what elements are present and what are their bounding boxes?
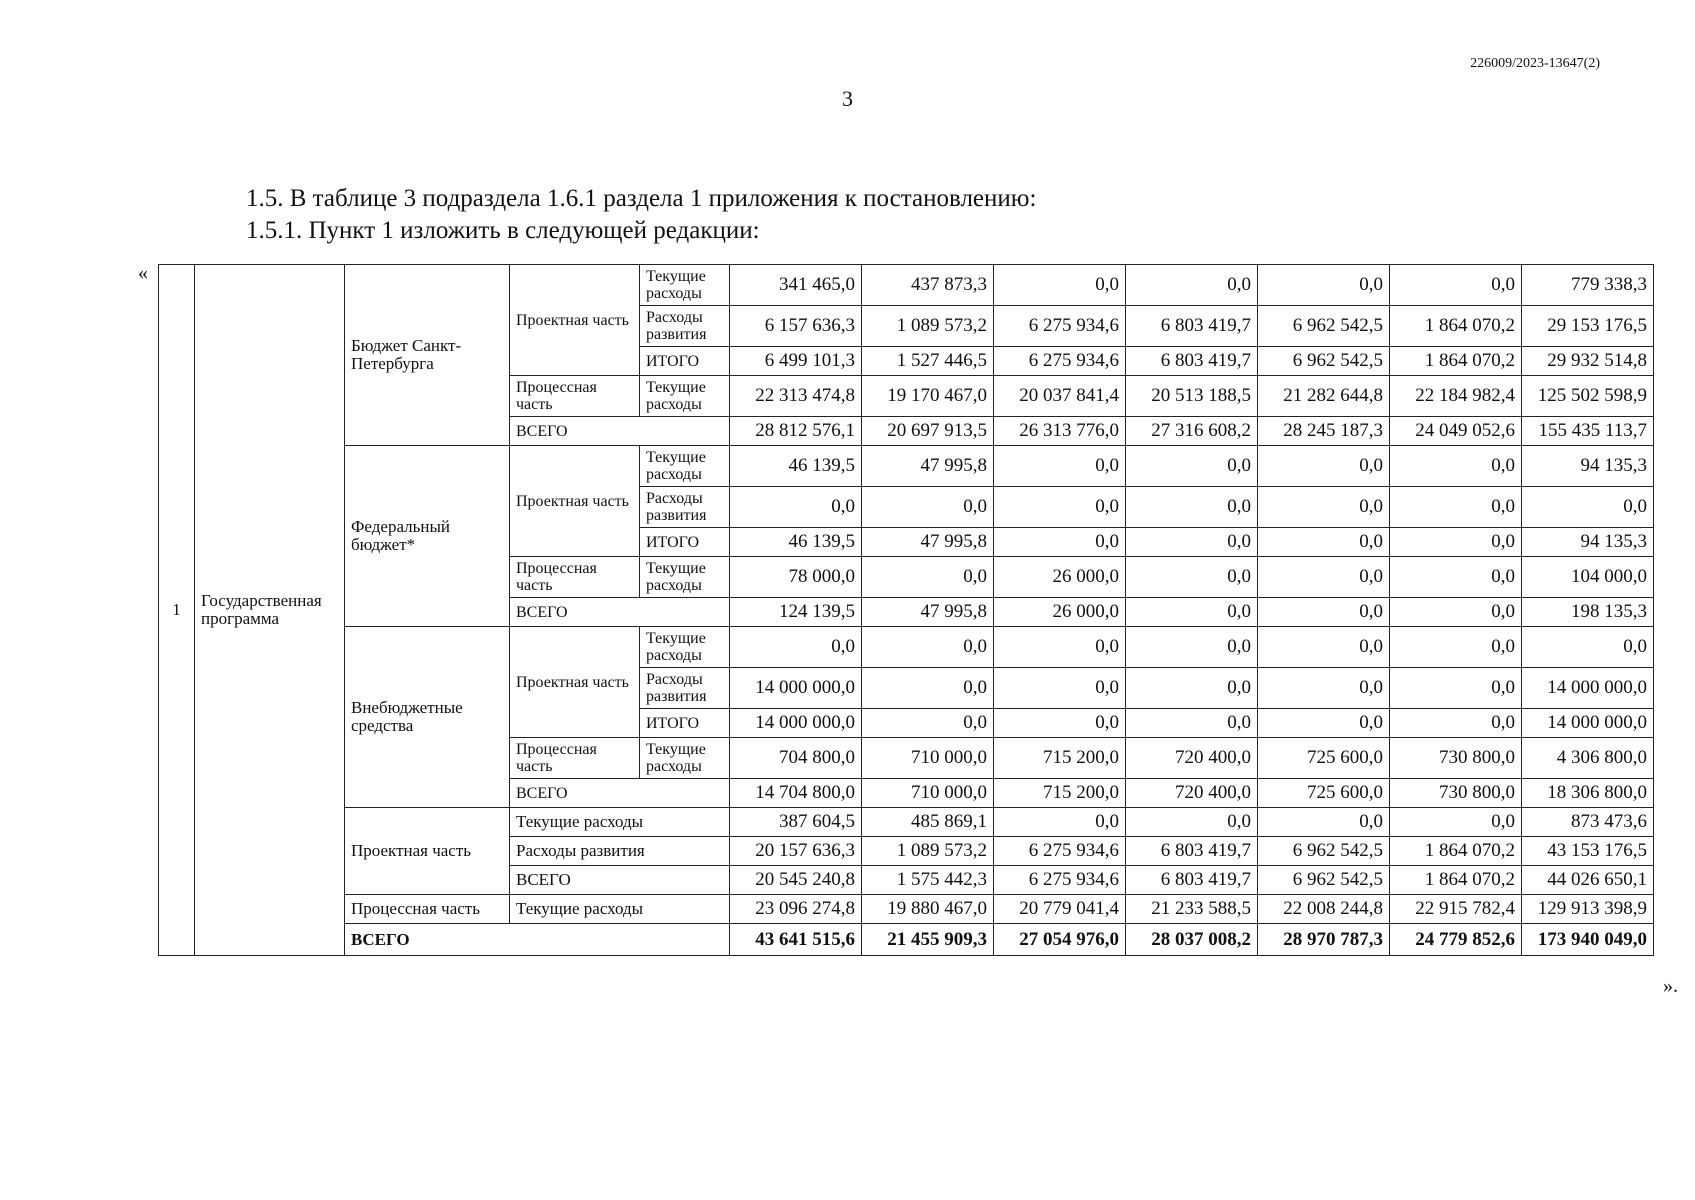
value-cell: 0,0 bbox=[1126, 709, 1258, 738]
value-cell: 0,0 bbox=[1258, 487, 1390, 528]
value-cell: 28 970 787,3 bbox=[1258, 924, 1390, 956]
value-cell: 14 000 000,0 bbox=[1522, 668, 1654, 709]
value-cell: 14 000 000,0 bbox=[1522, 709, 1654, 738]
development-expenses-label: Расходы развития bbox=[640, 487, 730, 528]
value-cell: 124 139,5 bbox=[730, 598, 862, 627]
value-cell: 1 575 442,3 bbox=[862, 866, 994, 895]
value-cell: 6 275 934,6 bbox=[994, 306, 1126, 347]
value-cell: 21 455 909,3 bbox=[862, 924, 994, 956]
process-part-label: Процессная часть bbox=[345, 895, 510, 924]
value-cell: 27 316 608,2 bbox=[1126, 417, 1258, 446]
value-cell: 28 812 576,1 bbox=[730, 417, 862, 446]
value-cell: 0,0 bbox=[1390, 487, 1522, 528]
value-cell: 1 864 070,2 bbox=[1390, 306, 1522, 347]
value-cell: 28 037 008,2 bbox=[1126, 924, 1258, 956]
value-cell: 0,0 bbox=[994, 528, 1126, 557]
value-cell: 0,0 bbox=[1258, 668, 1390, 709]
project-part-label: Проектная часть bbox=[510, 446, 640, 557]
value-cell: 0,0 bbox=[1126, 668, 1258, 709]
closing-quote: ». bbox=[1663, 975, 1678, 997]
value-cell: 0,0 bbox=[730, 627, 862, 668]
value-cell: 0,0 bbox=[1126, 487, 1258, 528]
value-cell: 1 864 070,2 bbox=[1390, 866, 1522, 895]
value-cell: 1 864 070,2 bbox=[1390, 347, 1522, 376]
value-cell: 26 313 776,0 bbox=[994, 417, 1126, 446]
value-cell: 0,0 bbox=[1126, 557, 1258, 598]
current-expenses-label: Текущие расходы bbox=[640, 738, 730, 779]
value-cell: 22 008 244,8 bbox=[1258, 895, 1390, 924]
value-cell: 0,0 bbox=[994, 709, 1126, 738]
project-part-label: Проектная часть bbox=[510, 627, 640, 738]
value-cell: 0,0 bbox=[730, 487, 862, 528]
value-cell: 18 306 800,0 bbox=[1522, 779, 1654, 808]
development-expenses-label: Расходы развития bbox=[510, 837, 730, 866]
value-cell: 6 803 419,7 bbox=[1126, 866, 1258, 895]
value-cell: 27 054 976,0 bbox=[994, 924, 1126, 956]
current-expenses-label: Текущие расходы bbox=[640, 446, 730, 487]
value-cell: 710 000,0 bbox=[862, 779, 994, 808]
vsego-label: ВСЕГО bbox=[510, 417, 730, 446]
source-name: Федеральный бюджет* bbox=[345, 446, 510, 627]
value-cell: 94 135,3 bbox=[1522, 528, 1654, 557]
value-cell: 173 940 049,0 bbox=[1522, 924, 1654, 956]
value-cell: 0,0 bbox=[1126, 265, 1258, 306]
value-cell: 19 880 467,0 bbox=[862, 895, 994, 924]
value-cell: 0,0 bbox=[862, 487, 994, 528]
value-cell: 4 306 800,0 bbox=[1522, 738, 1654, 779]
value-cell: 485 869,1 bbox=[862, 808, 994, 837]
value-cell: 0,0 bbox=[1390, 598, 1522, 627]
value-cell: 20 545 240,8 bbox=[730, 866, 862, 895]
value-cell: 6 157 636,3 bbox=[730, 306, 862, 347]
value-cell: 26 000,0 bbox=[994, 557, 1126, 598]
value-cell: 0,0 bbox=[994, 265, 1126, 306]
vsego-label: ВСЕГО bbox=[510, 866, 730, 895]
value-cell: 19 170 467,0 bbox=[862, 376, 994, 417]
value-cell: 715 200,0 bbox=[994, 779, 1126, 808]
value-cell: 6 275 934,6 bbox=[994, 866, 1126, 895]
itogo-label: ИТОГО bbox=[640, 347, 730, 376]
value-cell: 14 000 000,0 bbox=[730, 668, 862, 709]
value-cell: 46 139,5 bbox=[730, 528, 862, 557]
value-cell: 341 465,0 bbox=[730, 265, 862, 306]
value-cell: 47 995,8 bbox=[862, 446, 994, 487]
value-cell: 43 153 176,5 bbox=[1522, 837, 1654, 866]
row-number: 1 bbox=[159, 265, 195, 956]
value-cell: 46 139,5 bbox=[730, 446, 862, 487]
itogo-label: ИТОГО bbox=[640, 709, 730, 738]
value-cell: 24 779 852,6 bbox=[1390, 924, 1522, 956]
value-cell: 1 527 446,5 bbox=[862, 347, 994, 376]
source-name: Внебюджетные средства bbox=[345, 627, 510, 808]
value-cell: 0,0 bbox=[994, 668, 1126, 709]
value-cell: 0,0 bbox=[1126, 598, 1258, 627]
value-cell: 0,0 bbox=[1522, 487, 1654, 528]
table-row bbox=[159, 627, 1654, 668]
value-cell: 47 995,8 bbox=[862, 598, 994, 627]
value-cell: 6 962 542,5 bbox=[1258, 306, 1390, 347]
value-cell: 14 704 800,0 bbox=[730, 779, 862, 808]
value-cell: 710 000,0 bbox=[862, 738, 994, 779]
value-cell: 0,0 bbox=[1390, 709, 1522, 738]
value-cell: 0,0 bbox=[1126, 808, 1258, 837]
value-cell: 29 932 514,8 bbox=[1522, 347, 1654, 376]
value-cell: 23 096 274,8 bbox=[730, 895, 862, 924]
value-cell: 22 313 474,8 bbox=[730, 376, 862, 417]
vsego-label: ВСЕГО bbox=[510, 598, 730, 627]
value-cell: 0,0 bbox=[1126, 528, 1258, 557]
value-cell: 1 864 070,2 bbox=[1390, 837, 1522, 866]
value-cell: 704 800,0 bbox=[730, 738, 862, 779]
value-cell: 6 962 542,5 bbox=[1258, 347, 1390, 376]
value-cell: 0,0 bbox=[1258, 528, 1390, 557]
intro-line-1: 1.5. В таблице 3 подраздела 1.6.1 раздела 1 приложения к постановлению: bbox=[246, 185, 1037, 212]
current-expenses-label: Текущие расходы bbox=[510, 895, 730, 924]
value-cell: 44 026 650,1 bbox=[1522, 866, 1654, 895]
value-cell: 873 473,6 bbox=[1522, 808, 1654, 837]
value-cell: 0,0 bbox=[994, 627, 1126, 668]
value-cell: 155 435 113,7 bbox=[1522, 417, 1654, 446]
value-cell: 6 499 101,3 bbox=[730, 347, 862, 376]
value-cell: 0,0 bbox=[1258, 265, 1390, 306]
program-name: Государственная программа bbox=[195, 265, 345, 956]
value-cell: 198 135,3 bbox=[1522, 598, 1654, 627]
page-number: 3 bbox=[842, 86, 853, 111]
value-cell: 20 157 636,3 bbox=[730, 837, 862, 866]
value-cell: 0,0 bbox=[1258, 808, 1390, 837]
value-cell: 0,0 bbox=[1390, 557, 1522, 598]
value-cell: 0,0 bbox=[1390, 265, 1522, 306]
table-row bbox=[159, 808, 1654, 837]
value-cell: 0,0 bbox=[1390, 808, 1522, 837]
value-cell: 47 995,8 bbox=[862, 528, 994, 557]
value-cell: 78 000,0 bbox=[730, 557, 862, 598]
value-cell: 29 153 176,5 bbox=[1522, 306, 1654, 347]
value-cell: 14 000 000,0 bbox=[730, 709, 862, 738]
value-cell: 94 135,3 bbox=[1522, 446, 1654, 487]
value-cell: 20 513 188,5 bbox=[1126, 376, 1258, 417]
value-cell: 6 962 542,5 bbox=[1258, 837, 1390, 866]
intro-text bbox=[246, 183, 1036, 247]
value-cell: 28 245 187,3 bbox=[1258, 417, 1390, 446]
value-cell: 1 089 573,2 bbox=[862, 837, 994, 866]
vsego-label: ВСЕГО bbox=[510, 779, 730, 808]
value-cell: 43 641 515,6 bbox=[730, 924, 862, 956]
intro-line-2: 1.5.1. Пункт 1 изложить в следующей редакции: bbox=[246, 217, 760, 244]
opening-quote: « bbox=[138, 262, 148, 284]
value-cell: 21 282 644,8 bbox=[1258, 376, 1390, 417]
value-cell: 6 962 542,5 bbox=[1258, 866, 1390, 895]
value-cell: 129 913 398,9 bbox=[1522, 895, 1654, 924]
value-cell: 6 803 419,7 bbox=[1126, 837, 1258, 866]
value-cell: 0,0 bbox=[1258, 709, 1390, 738]
value-cell: 21 233 588,5 bbox=[1126, 895, 1258, 924]
development-expenses-label: Расходы развития bbox=[640, 306, 730, 347]
value-cell: 779 338,3 bbox=[1522, 265, 1654, 306]
value-cell: 26 000,0 bbox=[994, 598, 1126, 627]
current-expenses-label: Текущие расходы bbox=[640, 627, 730, 668]
table-row bbox=[159, 924, 1654, 956]
value-cell: 0,0 bbox=[994, 487, 1126, 528]
value-cell: 0,0 bbox=[1390, 528, 1522, 557]
value-cell: 0,0 bbox=[1258, 627, 1390, 668]
value-cell: 0,0 bbox=[862, 709, 994, 738]
value-cell: 20 037 841,4 bbox=[994, 376, 1126, 417]
current-expenses-label: Текущие расходы bbox=[640, 376, 730, 417]
value-cell: 0,0 bbox=[1522, 627, 1654, 668]
value-cell: 6 275 934,6 bbox=[994, 837, 1126, 866]
value-cell: 730 800,0 bbox=[1390, 779, 1522, 808]
value-cell: 0,0 bbox=[862, 627, 994, 668]
value-cell: 0,0 bbox=[1126, 627, 1258, 668]
current-expenses-label: Текущие расходы bbox=[640, 265, 730, 306]
value-cell: 0,0 bbox=[994, 446, 1126, 487]
table-row bbox=[159, 446, 1654, 487]
project-part-label: Проектная часть bbox=[510, 265, 640, 376]
process-part-label: Процессная часть bbox=[510, 557, 640, 598]
value-cell: 437 873,3 bbox=[862, 265, 994, 306]
development-expenses-label: Расходы развития bbox=[640, 668, 730, 709]
value-cell: 720 400,0 bbox=[1126, 738, 1258, 779]
current-expenses-label: Текущие расходы bbox=[640, 557, 730, 598]
value-cell: 725 600,0 bbox=[1258, 779, 1390, 808]
value-cell: 1 089 573,2 bbox=[862, 306, 994, 347]
value-cell: 22 915 782,4 bbox=[1390, 895, 1522, 924]
budget-table bbox=[158, 264, 1654, 956]
doc-number: 226009/2023-13647(2) bbox=[1470, 56, 1600, 71]
value-cell: 720 400,0 bbox=[1126, 779, 1258, 808]
value-cell: 6 803 419,7 bbox=[1126, 347, 1258, 376]
value-cell: 725 600,0 bbox=[1258, 738, 1390, 779]
value-cell: 6 275 934,6 bbox=[994, 347, 1126, 376]
value-cell: 0,0 bbox=[862, 557, 994, 598]
value-cell: 0,0 bbox=[1258, 557, 1390, 598]
table-row bbox=[159, 265, 1654, 306]
value-cell: 104 000,0 bbox=[1522, 557, 1654, 598]
value-cell: 20 779 041,4 bbox=[994, 895, 1126, 924]
value-cell: 6 803 419,7 bbox=[1126, 306, 1258, 347]
value-cell: 24 049 052,6 bbox=[1390, 417, 1522, 446]
process-part-label: Процессная часть bbox=[510, 738, 640, 779]
value-cell: 730 800,0 bbox=[1390, 738, 1522, 779]
value-cell: 0,0 bbox=[1390, 668, 1522, 709]
process-part-label: Процессная часть bbox=[510, 376, 640, 417]
value-cell: 20 697 913,5 bbox=[862, 417, 994, 446]
value-cell: 0,0 bbox=[1390, 627, 1522, 668]
project-part-label: Проектная часть bbox=[345, 808, 510, 895]
value-cell: 0,0 bbox=[1390, 446, 1522, 487]
value-cell: 715 200,0 bbox=[994, 738, 1126, 779]
value-cell: 0,0 bbox=[1258, 598, 1390, 627]
current-expenses-label: Текущие расходы bbox=[510, 808, 730, 837]
itogo-label: ИТОГО bbox=[640, 528, 730, 557]
value-cell: 22 184 982,4 bbox=[1390, 376, 1522, 417]
value-cell: 0,0 bbox=[994, 808, 1126, 837]
value-cell: 387 604,5 bbox=[730, 808, 862, 837]
table-row bbox=[159, 895, 1654, 924]
value-cell: 0,0 bbox=[862, 668, 994, 709]
grand-total-label: ВСЕГО bbox=[345, 924, 730, 956]
value-cell: 0,0 bbox=[1126, 446, 1258, 487]
source-name: Бюджет Санкт-Петербурга bbox=[345, 265, 510, 446]
value-cell: 125 502 598,9 bbox=[1522, 376, 1654, 417]
value-cell: 0,0 bbox=[1258, 446, 1390, 487]
